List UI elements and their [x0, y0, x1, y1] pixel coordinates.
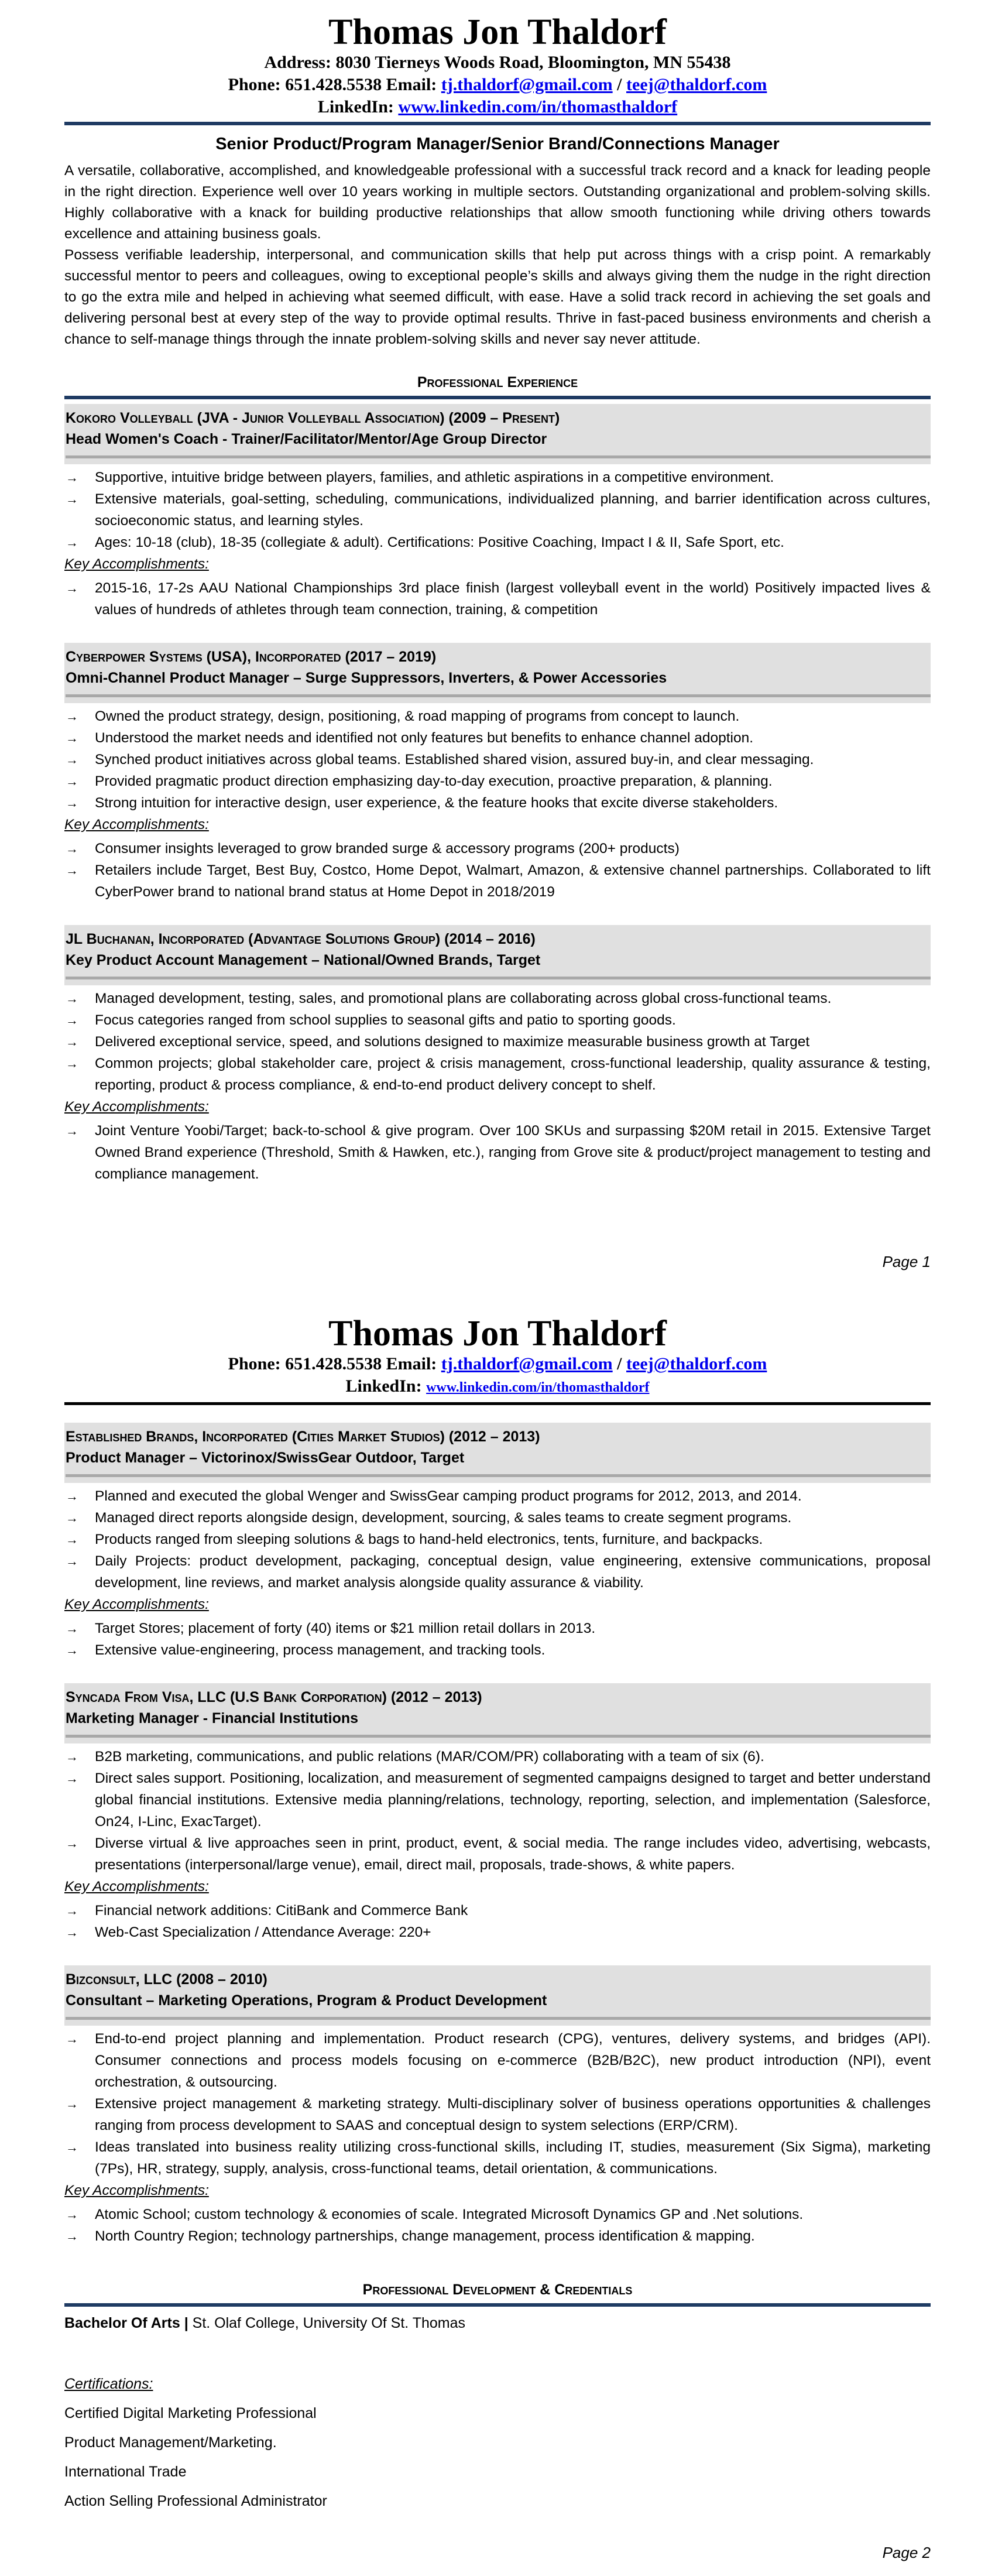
arrow-icon: →	[66, 535, 78, 550]
accomplishment-list	[64, 577, 931, 621]
job-header	[64, 1965, 931, 2026]
summary-paragraph: Possess verifiable leadership, interpersonal, and communication skills that help put across things with a crisp point. A remarkably successful mentor to peers and colleagues, owing to exceptional people’s skills and always giving them the nudge in the right direction to go the extra mile and helped in achieving what seemed difficult, with ease. Have a solid track record in achieving the set goals and delivering personal best at every step of the way to provide optimal results. Thrive in fast-paced business environments and cherish a chance to self-manage things through the innate problem-solving skills and never say never attitude.	[64, 247, 931, 347]
certifications-label: Certifications:	[64, 2376, 153, 2392]
arrow-icon: →	[66, 1749, 78, 1764]
arrow-icon: →	[66, 752, 78, 767]
arrow-icon: →	[66, 2097, 78, 2111]
list-item: → Diverse virtual & live approaches seen in print, product, event, & social media. The range includes video, advertising, webcasts, presentations (interpersonal/large venue), email, direct mail, proposals, trade-shows, & white papers.	[64, 1832, 931, 1876]
list-item: → Provided pragmatic product direction emphasizing day-to-day execution, proactive preparation, & planning.	[64, 770, 931, 792]
company-name: Established Brands, Incorporated (Cities Market Studios) (2012 – 2013)	[66, 1429, 540, 1445]
job-header-bar	[66, 2017, 931, 2020]
arrow-icon: →	[66, 1510, 78, 1525]
list-item: → Extensive value-engineering, process management, and tracking tools.	[64, 1639, 931, 1661]
key-accomplishments-label: Key Accomplishments:	[64, 1597, 209, 1612]
job-title: Head Women's Coach - Trainer/Facilitator/Mentor/Age Group Director	[66, 431, 547, 447]
job-header	[64, 925, 931, 985]
linkedin-label: LinkedIn:	[345, 1376, 422, 1396]
responsibility-list	[64, 705, 931, 814]
professional-summary	[64, 160, 931, 350]
page-number: Page 2	[882, 2544, 931, 2561]
list-item: → Extensive project management & marketing strategy. Multi-disciplinary solver of business operations opportunities & challenges ranging from process development to SAAS and conceptual design to system selections (ERP/CRM).	[64, 2093, 931, 2136]
accomplishment-list	[64, 1900, 931, 1943]
email-label: Email:	[386, 75, 437, 94]
arrow-icon: →	[66, 841, 78, 856]
candidate-name: Thomas Jon Thaldorf	[328, 1314, 667, 1354]
list-item: → Ideas translated into business reality utilizing cross-functional skills, including IT, studies, measurement (Six Sigma), marketing (7Ps), HR, strategy, supply, analysis, cross-functional teams, detail orientation, & communications.	[64, 2136, 931, 2180]
arrow-icon: →	[66, 796, 78, 810]
arrow-icon: →	[66, 731, 78, 745]
list-item: → Products ranged from sleeping solutions & bags to hand-held electronics, tents, furniture, and backpacks.	[64, 1529, 931, 1550]
job-entry	[64, 1683, 931, 1943]
company-name: Cyberpower Systems (USA), Incorporated (2017 – 2019)	[66, 649, 437, 665]
job-title: Omni-Channel Product Manager – Surge Suppressors, Inverters, & Power Accessories	[66, 670, 667, 686]
linkedin-label: LinkedIn:	[317, 97, 394, 117]
phone-email-line	[64, 1353, 931, 1375]
section-divider	[64, 396, 931, 399]
schools: St. Olaf College, University Of St. Thomas	[192, 2315, 466, 2331]
phone-label: Phone:	[228, 75, 281, 94]
job-header	[64, 643, 931, 703]
responsibility-list	[64, 988, 931, 1096]
list-item: → North Country Region; technology partnerships, change management, process identification & mapping.	[64, 2225, 931, 2247]
responsibility-list	[64, 2028, 931, 2180]
arrow-icon: →	[66, 863, 78, 878]
list-item: → Daily Projects: product development, packaging, conceptual design, value engineering, extensive communications, proposal development, line reviews, and market analysis alongside quality assurance & viability.	[64, 1550, 931, 1594]
list-item: → 2015-16, 17-2s AAU National Championships 3rd place finish (largest volleyball event in the world) Positively impacted lives & values of hundreds of athletes through team connection, training, & competition	[64, 577, 931, 621]
list-item: → Ages: 10-18 (club), 18-35 (collegiate & adult). Certifications: Positive Coaching, Impact I & II, Safe Sport, etc.	[64, 532, 931, 553]
list-item: → Financial network additions: CitiBank and Commerce Bank	[64, 1900, 931, 1921]
arrow-icon: →	[66, 1771, 78, 1786]
list-item: → Supportive, intuitive bridge between players, families, and athletic aspirations in a competitive environment.	[64, 467, 931, 488]
header-divider	[64, 122, 931, 125]
accomplishment-list	[64, 1120, 931, 1185]
email-label: Email:	[386, 1354, 437, 1373]
arrow-icon: →	[66, 1056, 78, 1071]
job-header	[64, 1423, 931, 1483]
education-entry	[64, 2313, 931, 2334]
list-item: → Planned and executed the global Wenger and SwissGear camping product programs for 2012, 2013, and 2014.	[64, 1485, 931, 1507]
job-header-bar	[66, 1735, 931, 1738]
responsibility-list	[64, 467, 931, 553]
email-link-thaldorf[interactable]: teej@thaldorf.com	[626, 75, 767, 94]
section-divider	[64, 2303, 931, 2307]
accomplishment-list	[64, 838, 931, 903]
resume-page-2	[64, 1314, 931, 2567]
list-item: → Strong intuition for interactive design, user experience, & the feature hooks that excite diverse stakeholders.	[64, 792, 931, 814]
list-item: → Direct sales support. Positioning, localization, and measurement of segmented campaigns designed to target and better understand global financial institutions. Extensive media planning/relations, technology, reporting, selection, and implementation (Salesforce, On24, I-Linc, ExacTarget).	[64, 1767, 931, 1832]
candidate-name: Thomas Jon Thaldorf	[328, 12, 667, 52]
section-title-experience: Professional Experience	[417, 374, 578, 390]
certification-item: International Trade	[64, 2464, 187, 2480]
list-item: → Owned the product strategy, design, positioning, & road mapping of programs from concept to launch.	[64, 705, 931, 727]
arrow-icon: →	[66, 1489, 78, 1503]
arrow-icon: →	[66, 2032, 78, 2046]
arrow-icon: →	[66, 470, 78, 485]
linkedin-link[interactable]: www.linkedin.com/in/thomasthaldorf	[426, 1380, 650, 1395]
job-header	[64, 404, 931, 464]
phone-value: 651.428.5538	[285, 1354, 382, 1373]
list-item: → Synched product initiatives across global teams. Established shared vision, assured buy-in, and clear messaging.	[64, 749, 931, 770]
email-link-gmail[interactable]: tj.thaldorf@gmail.com	[441, 1354, 613, 1373]
list-item: → Web-Cast Specialization / Attendance Average: 220+	[64, 1921, 931, 1943]
linkedin-link[interactable]: www.linkedin.com/in/thomasthaldorf	[398, 97, 678, 117]
company-name: Kokoro Volleyball (JVA - Junior Volleyball Association) (2009 – Present)	[66, 410, 560, 426]
email-separator: /	[617, 1354, 622, 1373]
phone-email-line	[64, 74, 931, 96]
page-number: Page 1	[882, 1253, 931, 1270]
arrow-icon: →	[66, 2229, 78, 2243]
objective-title: Senior Product/Program Manager/Senior Brand/Connections Manager	[215, 135, 780, 153]
list-item: → End-to-end project planning and implementation. Product research (CPG), ventures, delivery systems, and bridges (API). Consumer connections and process models focusing on e-commerce (B2B/B2C), new product introduction (NPI), event orchestration, & outsourcing.	[64, 2028, 931, 2093]
list-item: → Understood the market needs and identified not only features but benefits to enhance channel adoption.	[64, 727, 931, 749]
address-label: Address:	[264, 53, 331, 72]
linkedin-line	[64, 1375, 931, 1399]
phone-value: 651.428.5538	[285, 75, 382, 94]
arrow-icon: →	[66, 581, 78, 595]
job-entry	[64, 1965, 931, 2247]
arrow-icon: →	[66, 2140, 78, 2154]
list-item: → Focus categories ranged from school supplies to seasonal gifts and patio to sporting goods.	[64, 1009, 931, 1031]
certification-item: Product Management/Marketing.	[64, 2434, 277, 2451]
arrow-icon: →	[66, 2207, 78, 2222]
key-accomplishments-label: Key Accomplishments:	[64, 817, 209, 833]
key-accomplishments-label: Key Accomplishments:	[64, 1099, 209, 1115]
job-header-bar	[66, 977, 931, 979]
list-item: → Managed development, testing, sales, and promotional plans are collaborating across global cross-functional teams.	[64, 988, 931, 1009]
key-accomplishments-label: Key Accomplishments:	[64, 556, 209, 572]
list-item: → Retailers include Target, Best Buy, Costco, Home Depot, Walmart, Amazon, & extensive channel partnerships. Collaborated to lift CyberPower brand to national brand status at Home Depot in 2018/2019	[64, 859, 931, 903]
arrow-icon: →	[66, 1621, 78, 1636]
job-title: Consultant – Marketing Operations, Program & Product Development	[66, 1992, 547, 2009]
education-separator: |	[184, 2315, 188, 2331]
accomplishment-list	[64, 2204, 931, 2247]
header-divider	[64, 1402, 931, 1405]
arrow-icon: →	[66, 1013, 78, 1027]
arrow-icon: →	[66, 1034, 78, 1049]
address-value: 8030 Tierneys Woods Road, Bloomington, MN 55438	[335, 53, 731, 72]
job-entry	[64, 1423, 931, 1661]
job-title: Product Manager – Victorinox/SwissGear Outdoor, Target	[66, 1450, 465, 1466]
list-item: → Delivered exceptional service, speed, and solutions designed to maximize measurable business growth at Target	[64, 1031, 931, 1053]
job-title: Key Product Account Management – National/Owned Brands, Target	[66, 952, 541, 968]
company-name: Bizconsult, LLC (2008 – 2010)	[66, 1971, 267, 1988]
list-item: → B2B marketing, communications, and public relations (MAR/COM/PR) collaborating with a team of six (6).	[64, 1746, 931, 1767]
key-accomplishments-label: Key Accomplishments:	[64, 1879, 209, 1895]
summary-paragraph: A versatile, collaborative, accomplished, and knowledgeable professional with a successful track record and a knack for leading people in the right direction. Experience well over 10 years working in multiple sectors. Outstanding organizational and problem-solving skills. Highly collaborative with a knack for building productive relationships that allow smooth functioning while driving others towards excellence and attaining business goals.	[64, 163, 931, 242]
list-item: → Managed direct reports alongside design, development, sourcing, & sales teams to create segment programs.	[64, 1507, 931, 1529]
list-item: → Target Stores; placement of forty (40) items or $21 million retail dollars in 2013.	[64, 1618, 931, 1639]
degree: Bachelor Of Arts	[64, 2315, 180, 2331]
responsibility-list	[64, 1485, 931, 1594]
resume-page-1	[64, 13, 931, 1272]
arrow-icon: →	[66, 1554, 78, 1568]
job-entry	[64, 925, 931, 1185]
email-link-gmail[interactable]: tj.thaldorf@gmail.com	[441, 75, 613, 94]
email-link-thaldorf[interactable]: teej@thaldorf.com	[626, 1354, 767, 1373]
job-header-bar	[66, 1474, 931, 1477]
linkedin-line	[64, 96, 931, 118]
arrow-icon: →	[66, 1532, 78, 1547]
company-name: Syncada From Visa, LLC (U.S Bank Corporation) (2012 – 2013)	[66, 1689, 482, 1705]
arrow-icon: →	[66, 1643, 78, 1657]
arrow-icon: →	[66, 492, 78, 506]
arrow-icon: →	[66, 1836, 78, 1851]
job-entry	[64, 643, 931, 903]
arrow-icon: →	[66, 1925, 78, 1940]
certification-item: Action Selling Professional Administrator	[64, 2493, 327, 2509]
arrow-icon: →	[66, 774, 78, 789]
phone-label: Phone:	[228, 1354, 281, 1373]
arrow-icon: →	[66, 709, 78, 724]
job-header	[64, 1683, 931, 1743]
job-title: Marketing Manager - Financial Institutions	[66, 1710, 359, 1727]
job-header-bar	[66, 694, 931, 697]
arrow-icon: →	[66, 991, 78, 1006]
section-title-credentials: Professional Development & Credentials	[362, 2282, 633, 2298]
list-item: → Atomic School; custom technology & economies of scale. Integrated Microsoft Dynamics GP and .Net solutions.	[64, 2204, 931, 2225]
responsibility-list	[64, 1746, 931, 1876]
arrow-icon: →	[66, 1123, 78, 1138]
arrow-icon: →	[66, 1903, 78, 1918]
key-accomplishments-label: Key Accomplishments:	[64, 2183, 209, 2198]
list-item: → Joint Venture Yoobi/Target; back-to-school & give program. Over 100 SKUs and surpassing $20M retail in 2015. Extensive Target Owned Brand experience (Threshold, Smith & Hawken, etc.), ranging from Grove site & product/project management to testing and compliance management.	[64, 1120, 931, 1185]
list-item: → Extensive materials, goal-setting, scheduling, communications, individualized planning, and barrier identification across cultures, socioeconomic status, and learning styles.	[64, 488, 931, 532]
accomplishment-list	[64, 1618, 931, 1661]
address-line	[64, 52, 931, 74]
list-item: → Consumer insights leveraged to grow branded surge & accessory programs (200+ products)	[64, 838, 931, 859]
email-separator: /	[617, 75, 622, 94]
job-entry	[64, 404, 931, 621]
certification-item: Certified Digital Marketing Professional	[64, 2405, 317, 2421]
company-name: JL Buchanan, Incorporated (Advantage Solutions Group) (2014 – 2016)	[66, 931, 536, 947]
list-item: → Common projects; global stakeholder care, project & crisis management, cross-functional leadership, quality assurance & testing, reporting, product & process compliance, & end-to-end product delivery concept to shelf.	[64, 1053, 931, 1096]
job-header-bar	[66, 455, 931, 458]
